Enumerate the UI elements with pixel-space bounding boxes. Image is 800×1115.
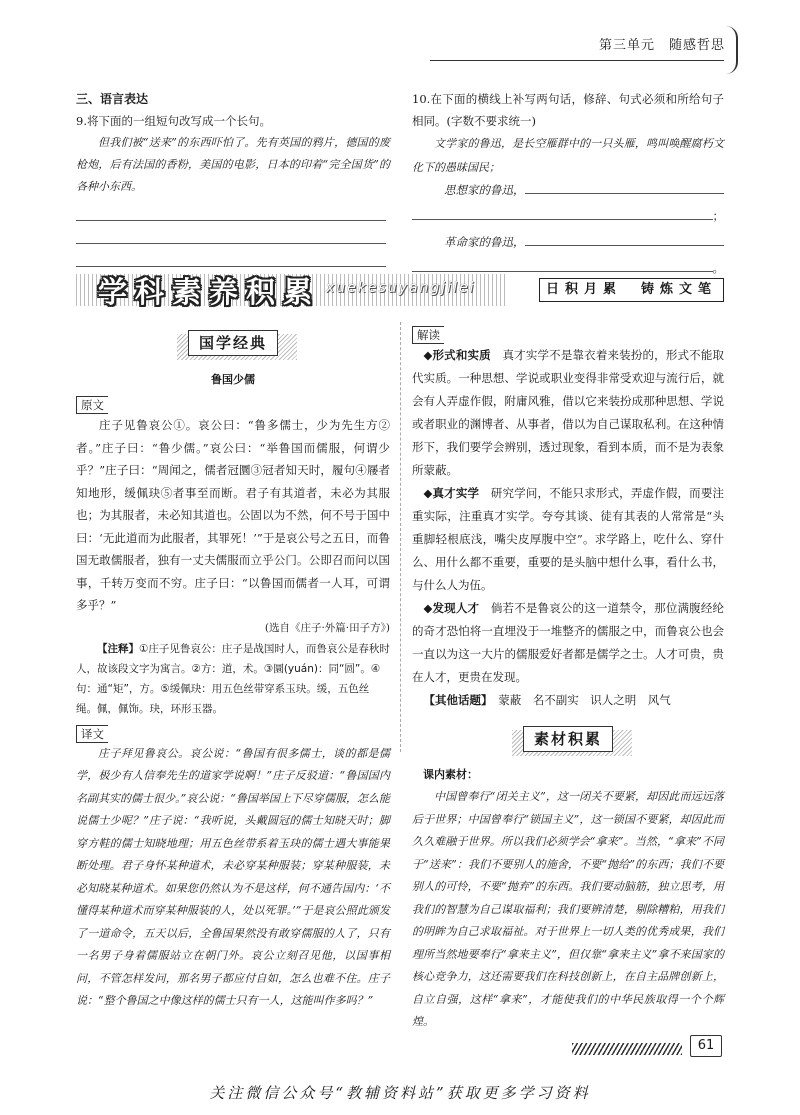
translation-text: 庄子拜见鲁哀公。哀公说：“鲁国有很多儒士，谈的都是儒学，极少有人信奉先生的道家学说啊！”庄子反驳道：“鲁国国内名副其实的儒士很少。”哀公说：“鲁国举国上下尽穿儒服，怎么能说儒士少呢？”庄子说：“我听说，头戴圆冠的儒士知晓天时；脚穿方鞋的儒士知晓地理；用五色丝带系着玉玦的儒士遇大事能果断处理。君子身怀某种道术，未必穿某种服装；穿某种服装，未必知晓某种道术。如果您仍然认为不是这样，何不通告国内：‘不懂得某种道术而穿某种服装的人，处以死罪。’”于是哀公照此颁发了一道命令，五天以后，全鲁国果然没有敢穿儒服的人了，只有一名男子身着儒服站立在朝门外。哀公立刻召见他，以国事相问，不管怎样发问，那名男子都应付自如，怎么也难不住。庄子说：“整个鲁国之中像这样的儒士只有一人，这能叫作多吗？” xyxy=(76,746,390,1007)
answer-row-2 xyxy=(412,234,724,250)
section-banner xyxy=(76,270,724,310)
interp-talent xyxy=(412,597,724,689)
notes xyxy=(76,639,390,719)
interp-real-head: ◆真才实学 xyxy=(423,486,480,500)
prompt-revolutionary: 革命家的鲁迅， xyxy=(444,235,525,249)
question-9: 9.将下面的一组短句改写成一个长句。 xyxy=(76,114,271,128)
answer-line[interactable] xyxy=(76,243,386,244)
interp-form-head: ◆形式和实质 xyxy=(423,348,491,362)
interp-talent-text: 倘若不是鲁哀公的这一道禁令，那位满腹经纶的奇才恐怕将一直埋没于一堆整齐的儒服之中，而鲁哀公也会一直以为这一大片的儒服爱好者都是儒学之士。人才可贵，贵在人才，更贵在发现。 xyxy=(412,601,725,684)
header-bracket xyxy=(726,26,738,74)
material-text: 中国曾奉行“闭关主义”，这一闭关不要紧，却因此而远远落后于世界；中国曾奉行“锁国主义”，这一锁国不要紧，却因此而久久难融于世界。所以我们必须学会“拿来”。当然，“拿来”不同于“送来”：我们不要别人的施舍，不要“抛给”的东西；我们不要别人的可怜，不要“抛弃”的东西。我们要动脑筋，独立思考，用我们的智慧为自己谋取福利；我们要辨清楚，剔除糟粕，用我们的明眸为自己求取福祉。对于世界上一切人类的优秀成果，我们理所当然地要奉行“拿来主义”，但仅靠“拿来主义”拿不来国家的核心竞争力，这还需要我们在科技创新上，在自主品牌创新上，自立自强，这样“拿来”，才能使我们的中华民族取得一个个辉煌。 xyxy=(412,790,724,1028)
column-divider xyxy=(400,322,401,752)
page-number: 61 xyxy=(690,1035,722,1057)
interp-real-text: 研究学问，不能只求形式，弄虚作假，而要注重实际，注重真才实学。夸夸其谈、徒有其表的人常常是“头重脚轻根底浅，嘴尖皮厚腹中空”。求学路上，吃什么、穿什么、用什么都不重要，重要的是头脑中想什么事，看什么书，与什么人为伍。 xyxy=(412,486,725,592)
answer-line[interactable] xyxy=(76,266,386,267)
other-topics-text: 蒙蔽 名不副实 识人之明 风气 xyxy=(498,693,671,707)
article-title: 鲁国少儒 xyxy=(211,373,255,386)
prompt-thinker: 思想家的鲁迅， xyxy=(444,183,525,197)
material-tag-label: 素材积累 xyxy=(523,726,613,752)
translation-label: 译文 xyxy=(76,725,108,743)
page-number-block xyxy=(572,1035,722,1061)
section-title: 三、语言表达 xyxy=(76,92,149,106)
header-rule xyxy=(430,60,724,61)
banner-slogan: 日积月累 铸炼文笔 xyxy=(539,278,724,302)
question-9-text: 但我们被“送来”的东西吓怕了。先有英国的鸦片，德国的废枪炮，后有法国的香粉，美国的电影，日本的印着“完全国货”的各种小东西。 xyxy=(76,136,390,193)
source: (选自《庄子·外篇·田子方》) xyxy=(264,621,390,634)
original-label: 原文 xyxy=(76,396,108,414)
interp-form xyxy=(412,344,724,482)
notes-label: 【注释】 xyxy=(97,642,139,655)
interpretation-label: 解读 xyxy=(412,326,444,344)
interp-talent-head: ◆发现人才 xyxy=(423,601,480,615)
material-tag xyxy=(412,726,724,752)
left-column xyxy=(76,330,390,1013)
other-topics xyxy=(412,689,724,712)
banner-pinyin: xuekesuyangjilei xyxy=(326,280,476,296)
notes-text: ①庄子见鲁哀公：庄子是战国时人，而鲁哀公是春秋时人，故该段文字为寓言。②方：道，术。③圜(yuán)：同“圆”。④句：通“矩”，方。⑤缓佩玦：用五色丝带穿系玉玦。缓，五色丝绳。佩，佩饰。玦，环形玉器。 xyxy=(76,642,390,715)
classic-tag-label: 国学经典 xyxy=(188,330,278,356)
interp-form-text: 真才实学不是靠衣着来装扮的，形式不能取代实质。一种思想、学说或职业变得非常受欢迎与流行后，就会有人弄虚作假，附庸风雅，借以它来装扮成那种思想、学说或者职业的渊博者、从事者，借以为自己谋取私利。在这种情形下，我们要学会辨别，透过现象，看到本质，而不是为表象所蒙蔽。 xyxy=(412,348,725,477)
material-label: 课内素材： xyxy=(423,768,478,781)
answer-line[interactable] xyxy=(525,193,725,194)
interp-real xyxy=(412,482,724,597)
page-number-hatch xyxy=(572,1043,682,1055)
unit-header: 第三单元 随感哲思 xyxy=(598,38,725,53)
answer-line[interactable] xyxy=(525,245,725,246)
answer-row-1 xyxy=(412,182,724,198)
right-column xyxy=(412,324,724,1034)
original-text: 庄子见鲁哀公①。哀公曰：“鲁多儒士，少为先生方②者。”庄子曰：“鲁少儒。”哀公曰：“举鲁国而儒服，何谓少乎？”庄子曰：“周闻之，儒者冠圜③冠者知天时，履句④屦者知地形，缓佩玦⑤者事至而断。君子有其道者，未必为其服也；为其服者，未必知其道也。公固以为不然，何不号于国中曰：‘无此道而为此服者，其罪死！’”于是哀公号之五日，而鲁国无敢儒服者，独有一丈夫儒服而立乎公门。公即召而问以国事，千转万变而不穷。庄子曰：“以鲁国而儒者一人耳，可谓多乎？” xyxy=(76,418,390,612)
period: 。 xyxy=(712,261,724,275)
answer-line[interactable] xyxy=(76,220,386,221)
question-10: 10.在下面的横线上补写两句话，修辞、句式必须和所给句子相同。(字数不要求统一) xyxy=(412,92,724,128)
question-10-block xyxy=(412,88,724,276)
banner-title: 学科素养积累 xyxy=(98,275,321,309)
footer-note: 关注微信公众号“教辅资料站”获取更多学习资料 xyxy=(209,1084,591,1102)
question-9-block xyxy=(76,88,390,267)
answer-row-1b xyxy=(412,208,724,224)
semicolon: ； xyxy=(712,209,724,223)
answer-line[interactable] xyxy=(412,219,713,220)
example-sentence: 文学家的鲁迅，是长空雁群中的一只头雁，鸣叫唤醒腐朽文化下的愚昧国民； xyxy=(412,137,724,174)
classic-tag xyxy=(76,330,390,356)
other-topics-label: 【其他话题】 xyxy=(423,693,487,707)
